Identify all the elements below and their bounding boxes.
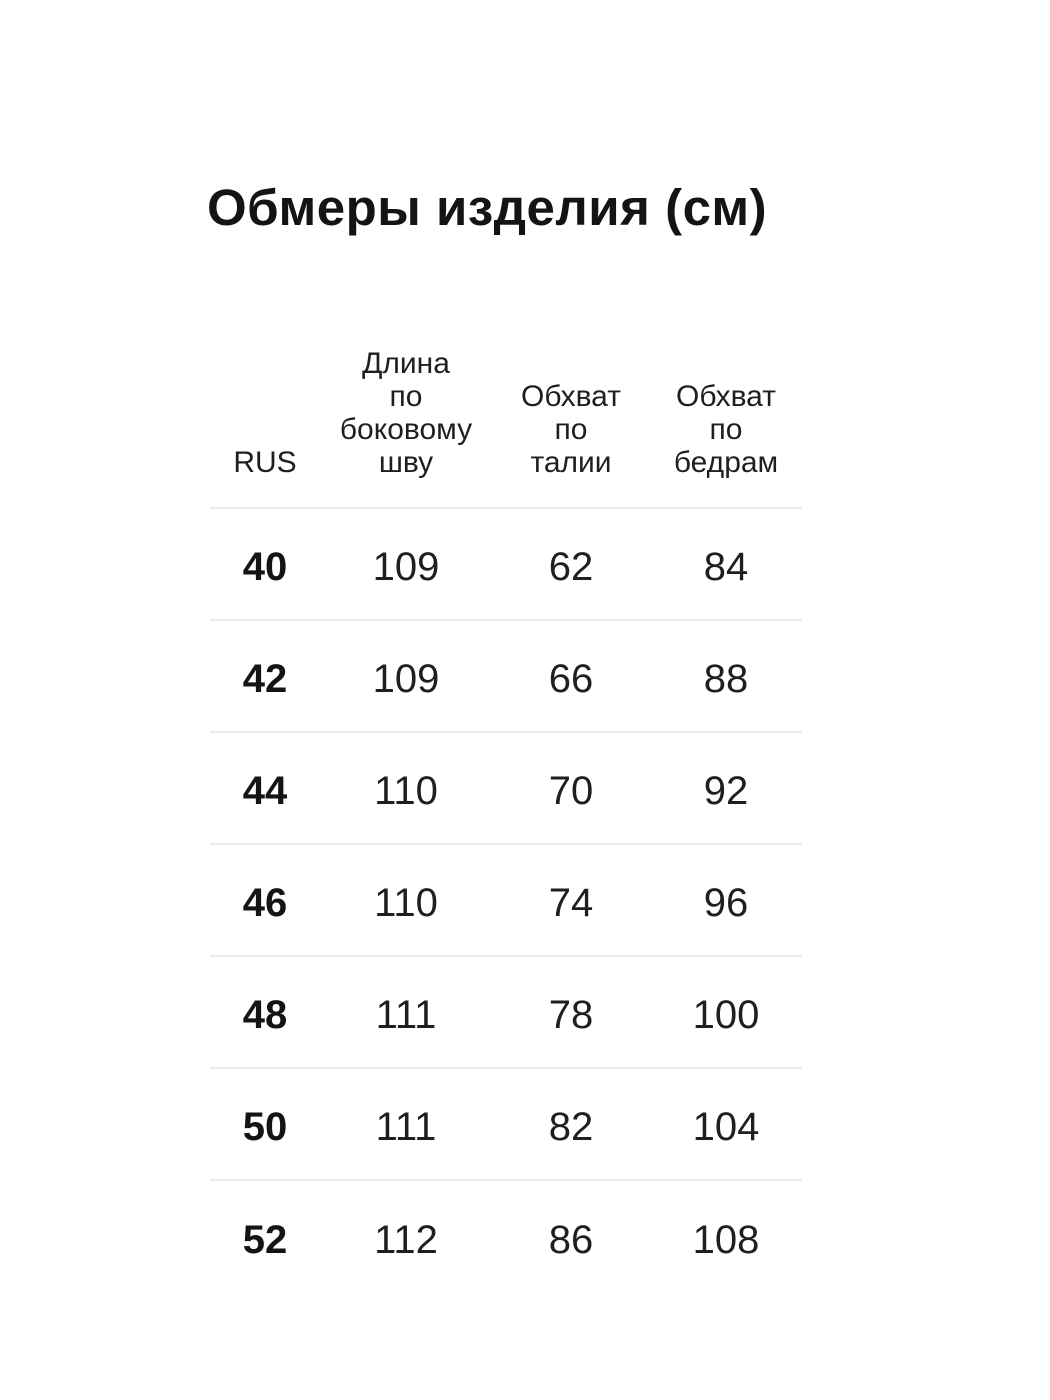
measurement-cell-waist: 62	[548, 544, 594, 589]
measurement-cell-hips: 96	[703, 880, 749, 925]
size-cell: 46	[242, 880, 288, 925]
table-row-size-48	[210, 957, 802, 1069]
column-header-side-seam-length	[320, 347, 492, 507]
column-header-waist-girth	[492, 380, 650, 507]
page-title: Обмеры изделия (см)	[207, 179, 768, 237]
table-row-size-46	[210, 845, 802, 957]
measurement-cell-length: 111	[375, 992, 437, 1037]
table-row-size-44	[210, 733, 802, 845]
column-header-rus	[210, 446, 320, 507]
header-line: талии	[530, 446, 612, 479]
header-line: Обхват	[676, 380, 776, 413]
measurement-cell-length: 109	[372, 656, 440, 701]
measurement-cell-length: 112	[374, 1217, 438, 1262]
measurement-cell-hips: 84	[703, 544, 749, 589]
measurement-cell-waist: 74	[548, 880, 594, 925]
measurement-cell-length: 110	[374, 880, 438, 925]
table-header-row	[210, 347, 802, 509]
header-line: по	[709, 413, 743, 446]
size-measurements-table	[210, 347, 802, 1293]
measurement-cell-waist: 86	[548, 1217, 594, 1262]
header-line: боковому	[339, 413, 473, 446]
size-cell: 48	[242, 992, 288, 1037]
table-row-size-50	[210, 1069, 802, 1181]
measurement-cell-hips: 88	[703, 656, 749, 701]
header-line: шву	[378, 446, 434, 479]
measurement-cell-waist: 70	[548, 768, 594, 813]
size-cell: 52	[242, 1217, 288, 1262]
measurement-cell-hips: 104	[692, 1104, 760, 1149]
measurement-cell-length: 110	[374, 768, 438, 813]
column-header-hip-girth	[650, 380, 802, 507]
measurement-cell-hips: 100	[692, 992, 760, 1037]
measurement-cell-waist: 82	[548, 1104, 594, 1149]
size-cell: 50	[242, 1104, 288, 1149]
header-line: бедрам	[673, 446, 779, 479]
measurement-cell-length: 109	[372, 544, 440, 589]
measurement-cell-waist: 66	[548, 656, 594, 701]
size-cell: 40	[242, 544, 288, 589]
measurement-cell-waist: 78	[548, 992, 594, 1037]
measurement-cell-hips: 108	[692, 1217, 760, 1262]
header-line: Длина	[362, 347, 450, 380]
header-line: RUS	[233, 446, 297, 479]
measurement-cell-hips: 92	[703, 768, 749, 813]
measurement-cell-length: 111	[375, 1104, 437, 1149]
table-row-size-40	[210, 509, 802, 621]
size-cell: 44	[242, 768, 288, 813]
header-line: Обхват	[521, 380, 621, 413]
header-line: по	[554, 413, 588, 446]
header-line: по	[389, 380, 423, 413]
size-cell: 42	[242, 656, 288, 701]
table-row-size-42	[210, 621, 802, 733]
table-row-size-52	[210, 1181, 802, 1293]
